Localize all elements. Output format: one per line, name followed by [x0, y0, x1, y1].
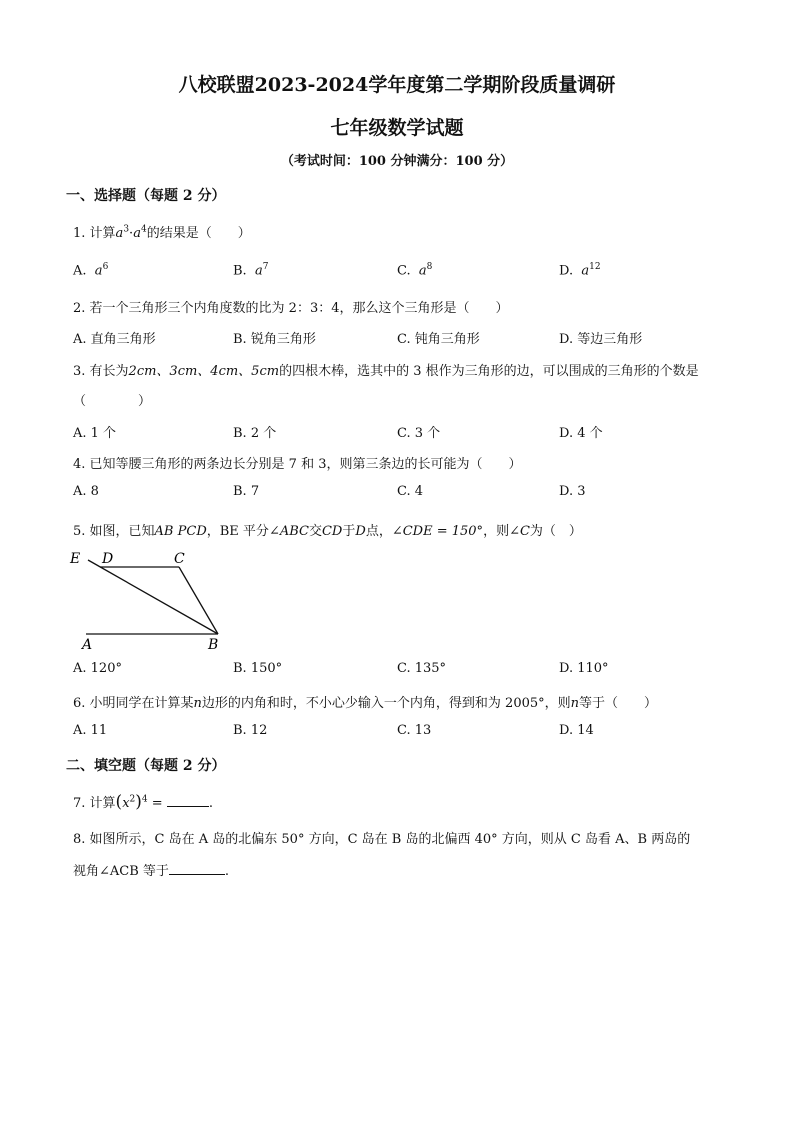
question-8-line-1: 8. 如图所示，C 岛在 A 岛的北偏东 50° 方向，C 岛在 B 岛的北偏西 40° 方向，则从 C 岛看 A、B 两岛的	[73, 832, 691, 847]
q5-angle3: ∠C	[509, 524, 530, 539]
exam-info: （考试时间：100 分钟满分：100 分）	[280, 154, 514, 169]
line-cb	[179, 567, 218, 634]
option-base: a	[254, 263, 263, 279]
q5-option-d: D. 110°	[559, 661, 609, 676]
q5-suffix: 为（ ）	[529, 524, 582, 539]
q1-base-b: a	[133, 226, 141, 241]
q3-suffix: 的四根木棒，选其中的 3 根作为三角形的边，可以围成的三角形的个数是	[279, 364, 699, 379]
label-c: C	[174, 551, 185, 567]
label-e: E	[70, 551, 81, 567]
q5-d: D	[355, 524, 366, 539]
q6-option-b: B. 12	[233, 723, 268, 738]
option-label: A.	[73, 263, 87, 279]
option-label: C.	[397, 263, 411, 279]
q4-option-a: A. 8	[73, 484, 99, 499]
q6-n1: n	[193, 696, 202, 711]
question-2: 2. 若一个三角形三个内角度数的比为 2：3：4，那么这个三角形是（ ）	[73, 301, 509, 316]
q5-mid1: ，BE 平分	[206, 524, 269, 539]
q1-option-b	[233, 262, 268, 278]
question-6	[73, 692, 657, 711]
exam-title: 八校联盟2023-2024学年度第二学期阶段质量调研	[178, 74, 616, 96]
q5-mid4: 点，	[365, 524, 392, 539]
q7-prefix: 7. 计算	[73, 796, 116, 811]
question-7	[73, 792, 213, 812]
label-a: A	[82, 637, 93, 653]
q1-base-a: a	[115, 226, 124, 241]
q1-suffix: 的结果是（ ）	[146, 226, 251, 241]
option-exp: 8	[426, 262, 433, 272]
q7-base: x	[122, 796, 130, 811]
q8-answer-blank[interactable]	[169, 874, 225, 875]
section-1-heading: 一、选择题（每题 2 分）	[66, 188, 226, 204]
q5-option-b: B. 150°	[233, 661, 283, 676]
q8-line2-suffix: .	[224, 864, 230, 879]
option-exp: 12	[589, 262, 601, 272]
q5-option-a: A. 120°	[73, 661, 122, 676]
q2-option-c: C. 钝角三角形	[397, 332, 480, 347]
q4-option-b: B. 7	[233, 484, 260, 499]
q1-dot: ·	[129, 226, 134, 241]
option-base: a	[94, 263, 103, 279]
q5-mid2: 交	[308, 524, 322, 539]
q7-suffix: .	[208, 796, 213, 811]
option-label: D.	[559, 263, 574, 279]
q7-equals: =	[151, 796, 163, 811]
q5-mid3: 于	[342, 524, 356, 539]
q1-option-c	[397, 262, 432, 278]
q7-paren-close: )	[135, 792, 142, 812]
q5-mid5: ，则	[483, 524, 510, 539]
q5-angle2: ∠CDE = 150°	[391, 524, 484, 539]
q6-suffix: 等于（ ）	[579, 696, 658, 711]
question-5	[73, 520, 582, 539]
q3-option-a: A. 1 个	[73, 426, 117, 441]
label-d: D	[102, 551, 114, 567]
q1-option-d	[559, 262, 601, 278]
label-b: B	[208, 637, 219, 653]
exam-subtitle: 七年级数学试题	[330, 117, 464, 139]
q4-option-c: C. 4	[397, 484, 424, 499]
q6-option-d: D. 14	[559, 723, 594, 738]
q1-option-a	[73, 262, 108, 278]
q7-inner-exp: 2	[129, 794, 136, 805]
q8-line2-prefix: 视角∠ACB 等于	[73, 864, 169, 879]
section-2-heading: 二、填空题（每题 2 分）	[66, 758, 226, 774]
q5-angle1: ∠ABC	[268, 524, 309, 539]
q3-lengths: 2cm、3cm、4cm、5cm	[128, 364, 280, 379]
option-exp: 6	[102, 262, 109, 272]
question-4: 4. 已知等腰三角形的两条边长分别是 7 和 3，则第三条边的长可能为（ ）	[73, 457, 522, 472]
option-exp: 7	[262, 262, 269, 272]
option-label: B.	[233, 263, 247, 279]
q7-paren-open: (	[115, 792, 123, 812]
question-3	[73, 360, 699, 379]
q6-prefix: 6. 小明同学在计算某	[73, 696, 194, 711]
question-1	[73, 222, 251, 241]
line-eb	[88, 560, 218, 634]
question-8-line-2	[73, 860, 229, 879]
q7-answer-blank[interactable]	[167, 806, 209, 807]
q3-paren: （ ）	[73, 394, 152, 409]
q3-option-d: D. 4 个	[559, 426, 603, 441]
q5-cd: CD	[321, 524, 343, 539]
q4-option-d: D. 3	[559, 484, 586, 499]
q1-exp-1: 3	[123, 224, 130, 235]
q1-prefix: 1. 计算	[73, 226, 116, 241]
q3-option-b: B. 2 个	[233, 426, 277, 441]
q5-cond1: AB PCD	[154, 524, 207, 539]
q7-outer-exp: 4	[141, 794, 148, 805]
q6-option-a: A. 11	[73, 723, 108, 738]
option-base: a	[581, 263, 590, 279]
q6-n2: n	[570, 696, 580, 711]
q3-prefix: 3. 有长为	[73, 364, 129, 379]
option-base: a	[418, 263, 427, 279]
q5-geometry-figure	[66, 548, 236, 656]
q6-option-c: C. 13	[397, 723, 432, 738]
q2-option-b: B. 锐角三角形	[233, 332, 316, 347]
q3-option-c: C. 3 个	[397, 426, 441, 441]
q1-exp-2: 4	[140, 224, 147, 235]
q5-option-c: C. 135°	[397, 661, 447, 676]
q5-prefix: 5. 如图，已知	[73, 524, 155, 539]
q2-option-d: D. 等边三角形	[559, 332, 643, 347]
q2-option-a: A. 直角三角形	[73, 332, 156, 347]
q6-mid: 边形的内角和时，不小心少输入一个内角，得到和为 2005°，则	[201, 696, 571, 711]
